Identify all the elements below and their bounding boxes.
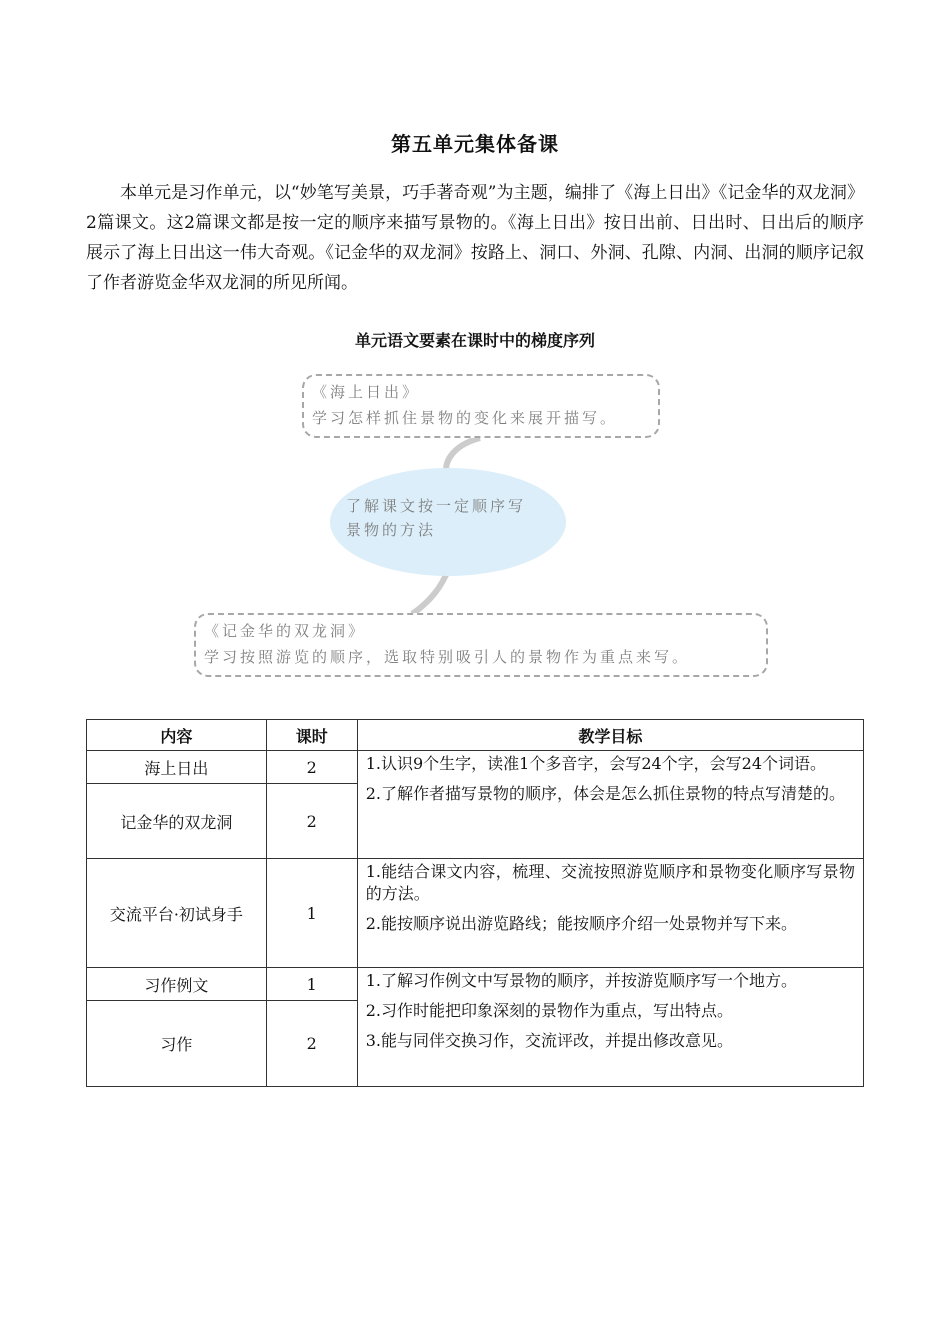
goal-cell-3 [357,968,863,1087]
row-hours: 1 [266,859,357,968]
mind-map-diagram [180,366,780,686]
row-hours: 1 [266,968,357,1001]
goal-item: 2.能按顺序说出游览路线；能按顺序介绍一处景物并写下来。 [365,914,797,933]
goal-item: 1.认识9个生字，读准1个多音字，会写24个字，会写24个词语。 [365,754,827,773]
goal-item: 2.了解作者描写景物的顺序，体会是怎么抓住景物的特点写清楚的。 [365,784,845,803]
lesson-text-sunrise: 学习怎样抓住景物的变化来展开描写。 [312,409,619,427]
goal-cell-1 [357,751,863,859]
diagram-subtitle: 单元语文要素在课时中的梯度序列 [354,331,595,350]
header-content: 内容 [87,720,267,751]
lesson-text-dragon-cave: 学习按照游览的顺序，选取特别吸引人的景物作为重点来写。 [204,648,691,666]
central-topic [346,494,560,542]
goal-cell-2 [357,859,863,968]
goal-item: 1.了解习作例文中写景物的顺序，并按游览顺序写一个地方。 [365,971,797,990]
header-goals: 教学目标 [357,720,863,751]
goal-item: 3.能与同伴交换习作，交流评改，并提出修改意见。 [365,1031,733,1050]
goal-item: 1.能结合课文内容，梳理、交流按照游览顺序和景物变化顺序写景物的方法。 [365,862,855,903]
central-topic-line2: 景物的方法 [346,521,437,539]
table-row [87,859,864,968]
row-content: 习作 [87,1001,267,1087]
intro-paragraph: 本单元是习作单元，以“妙笔写美景，巧手著奇观”为主题，编排了《海上日出》《记金华的双龙洞》2篇课文。这2篇课文都是按一定的顺序来描写景物的。《海上日出》按日出前、日出时、日出后的顺序展示了海上日出这一伟大奇观。《记金华的双龙洞》按路上、洞口、外洞、孔隙、内洞、出洞的顺序记叙了作者游览金华双龙洞的所见所闻。 [86,183,864,293]
row-content: 习作例文 [87,968,267,1001]
row-hours: 2 [266,784,357,859]
table-header-row [87,720,864,751]
lesson-box-dragon-cave [194,613,768,677]
lesson-box-sunrise [302,374,660,438]
row-content: 记金华的双龙洞 [87,784,267,859]
header-hours: 课时 [266,720,357,751]
page-title: 第五单元集体备课 [391,132,559,156]
row-hours: 2 [266,751,357,784]
connector-bottom [412,570,448,614]
central-topic-line1: 了解课文按一定顺序写 [346,497,527,515]
row-content: 海上日出 [87,751,267,784]
row-hours: 2 [266,1001,357,1087]
row-content: 交流平台·初试身手 [87,859,267,968]
lesson-title-sunrise: 《海上日出》 [312,383,421,401]
teaching-goals-table [86,719,864,1087]
table-row [87,968,864,1001]
table-row [87,751,864,784]
lesson-title-dragon-cave: 《记金华的双龙洞》 [204,622,367,640]
goal-item: 2.习作时能把印象深刻的景物作为重点，写出特点。 [365,1001,733,1020]
